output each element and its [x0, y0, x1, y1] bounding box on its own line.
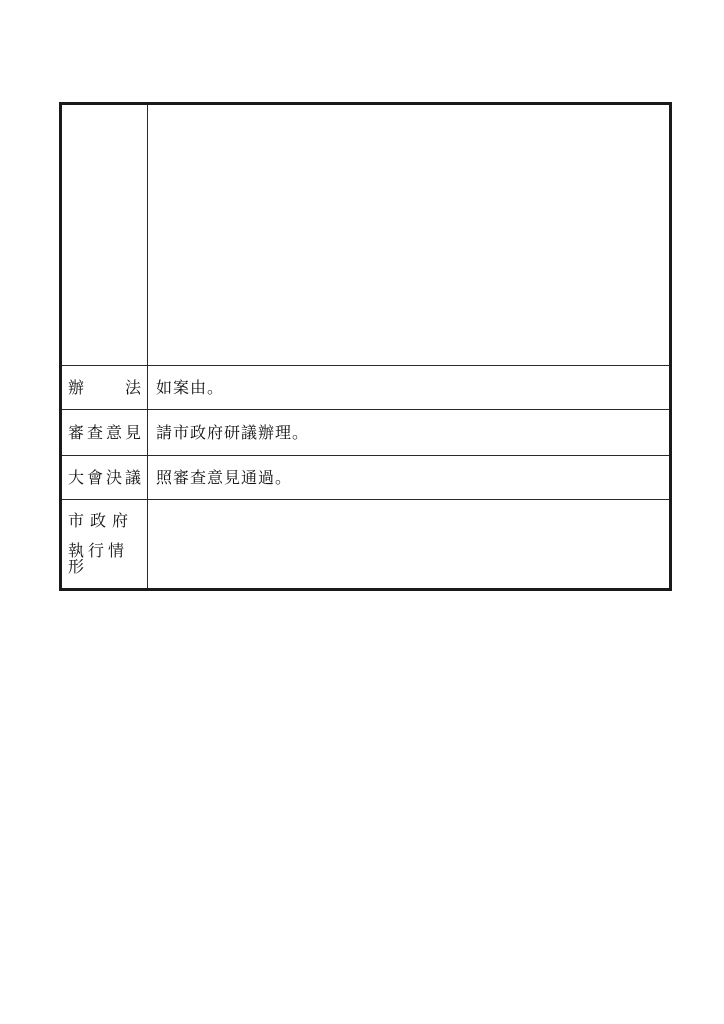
review-label: 審查意見 [68, 422, 145, 442]
resolution-label: 大會決議 [68, 467, 145, 487]
method-label [62, 377, 147, 397]
resolution-content: 照審查意見通過。 [156, 467, 293, 487]
execution-label [62, 513, 147, 575]
table-row-execution [61, 500, 671, 590]
execution-label-line1: 市政府 [68, 511, 135, 530]
resolution-content-cell [148, 456, 671, 500]
method-label-part1: 辦 [68, 377, 85, 397]
table-row-method [61, 366, 671, 410]
top-content-cell [148, 104, 671, 366]
method-content-cell [148, 366, 671, 410]
review-content: 請市政府研議辦理。 [156, 422, 310, 442]
resolution-label-cell [61, 456, 148, 500]
execution-content-cell [148, 500, 671, 590]
execution-label-cell [61, 500, 148, 590]
method-content: 如案由。 [156, 377, 225, 397]
execution-label-line2: 執行情形 [68, 541, 129, 576]
table-row-review [61, 410, 671, 456]
review-content-cell [148, 410, 671, 456]
table-row-top-blank [61, 104, 671, 366]
table-row-resolution [61, 456, 671, 500]
method-label-cell [61, 366, 148, 410]
method-label-part2: 法 [124, 377, 141, 397]
proposal-form-table [59, 102, 672, 591]
top-label-cell [61, 104, 148, 366]
review-label-cell [61, 410, 148, 456]
